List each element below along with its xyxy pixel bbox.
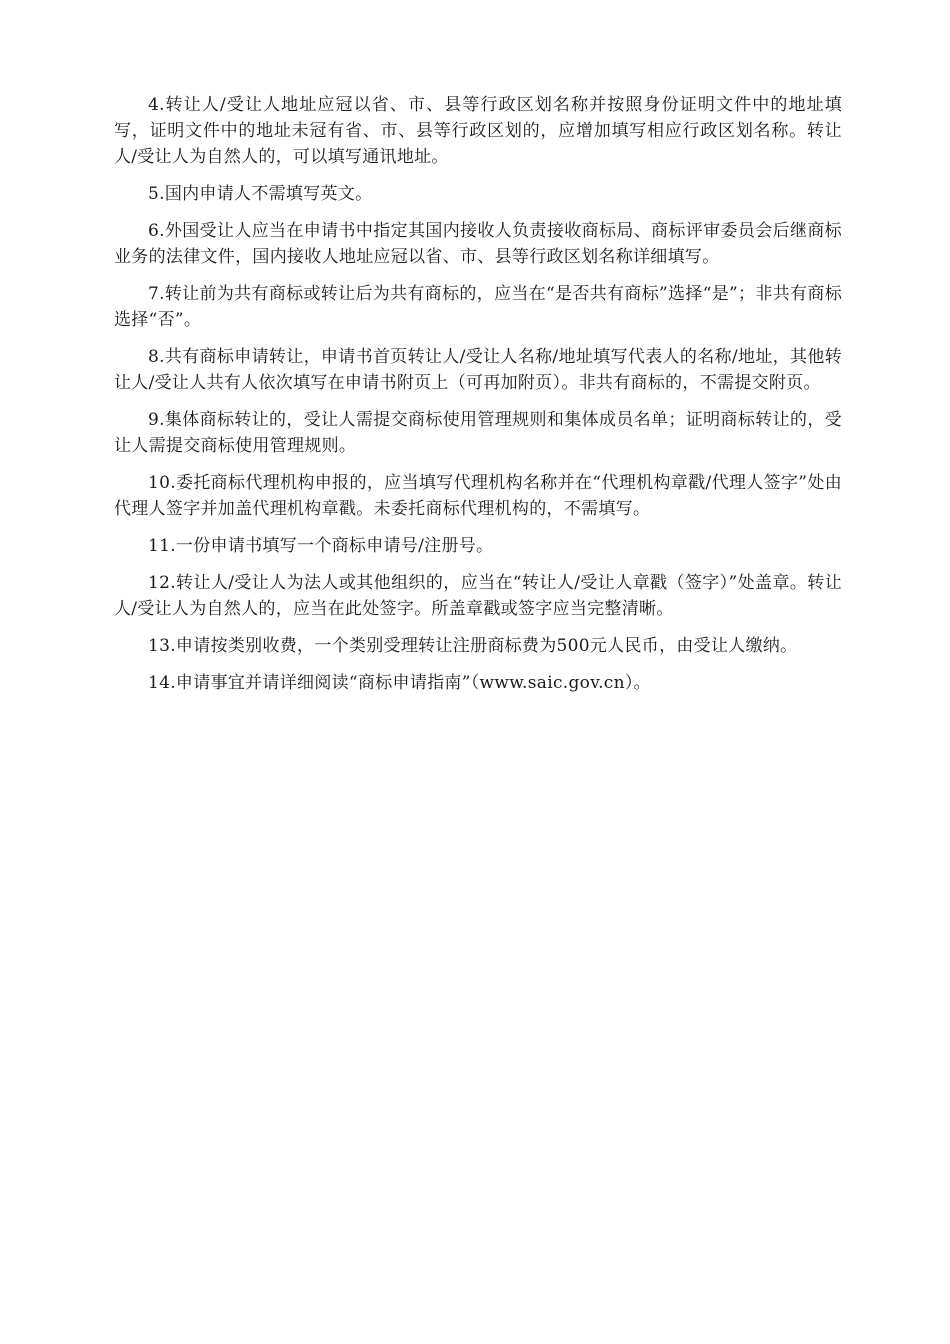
instruction-item-7: 7.转让前为共有商标或转让后为共有商标的，应当在“是否共有商标”选择“是”；非共有商标选择“否”。: [114, 284, 842, 330]
instruction-item-6: 6.外国受让人应当在申请书中指定其国内接收人负责接收商标局、商标评审委员会后继商标业务的法律文件，国内接收人地址应冠以省、市、县等行政区划名称详细填写。: [114, 221, 842, 267]
instruction-item-8: 8.共有商标申请转让，申请书首页转让人/受让人名称/地址填写代表人的名称/地址，其他转让人/受让人共有人依次填写在申请书附页上（可再加附页）。非共有商标的，不需提交附页。: [114, 347, 842, 393]
instruction-item-4: 4.转让人/受让人地址应冠以省、市、县等行政区划名称并按照身份证明文件中的地址填写，证明文件中的地址未冠有省、市、县等行政区划的，应增加填写相应行政区划名称。转让人/受让人为自然人的，可以填写通讯地址。: [114, 95, 842, 167]
instruction-item-14: 14.申请事宜并请详细阅读“商标申请指南”（www.saic.gov.cn）。: [148, 673, 651, 693]
instruction-item-5: 5.国内申请人不需填写英文。: [148, 184, 373, 204]
instruction-item-10: 10.委托商标代理机构申报的，应当填写代理机构名称并在“代理机构章戳/代理人签字”处由代理人签字并加盖代理机构章戳。未委托商标代理机构的，不需填写。: [114, 473, 842, 519]
instruction-item-12: 12.转让人/受让人为法人或其他组织的，应当在“转让人/受让人章戳（签字）”处盖章。转让人/受让人为自然人的，应当在此处签字。所盖章戳或签字应当完整清晰。: [114, 573, 842, 619]
instruction-item-9: 9.集体商标转让的，受让人需提交商标使用管理规则和集体成员名单；证明商标转让的，受让人需提交商标使用管理规则。: [114, 410, 842, 456]
instructions-body: [114, 92, 842, 707]
instruction-item-11: 11.一份申请书填写一个商标申请号/注册号。: [148, 536, 494, 556]
instruction-item-13: 13.申请按类别收费，一个类别受理转让注册商标费为500元人民币，由受让人缴纳。: [148, 636, 798, 656]
